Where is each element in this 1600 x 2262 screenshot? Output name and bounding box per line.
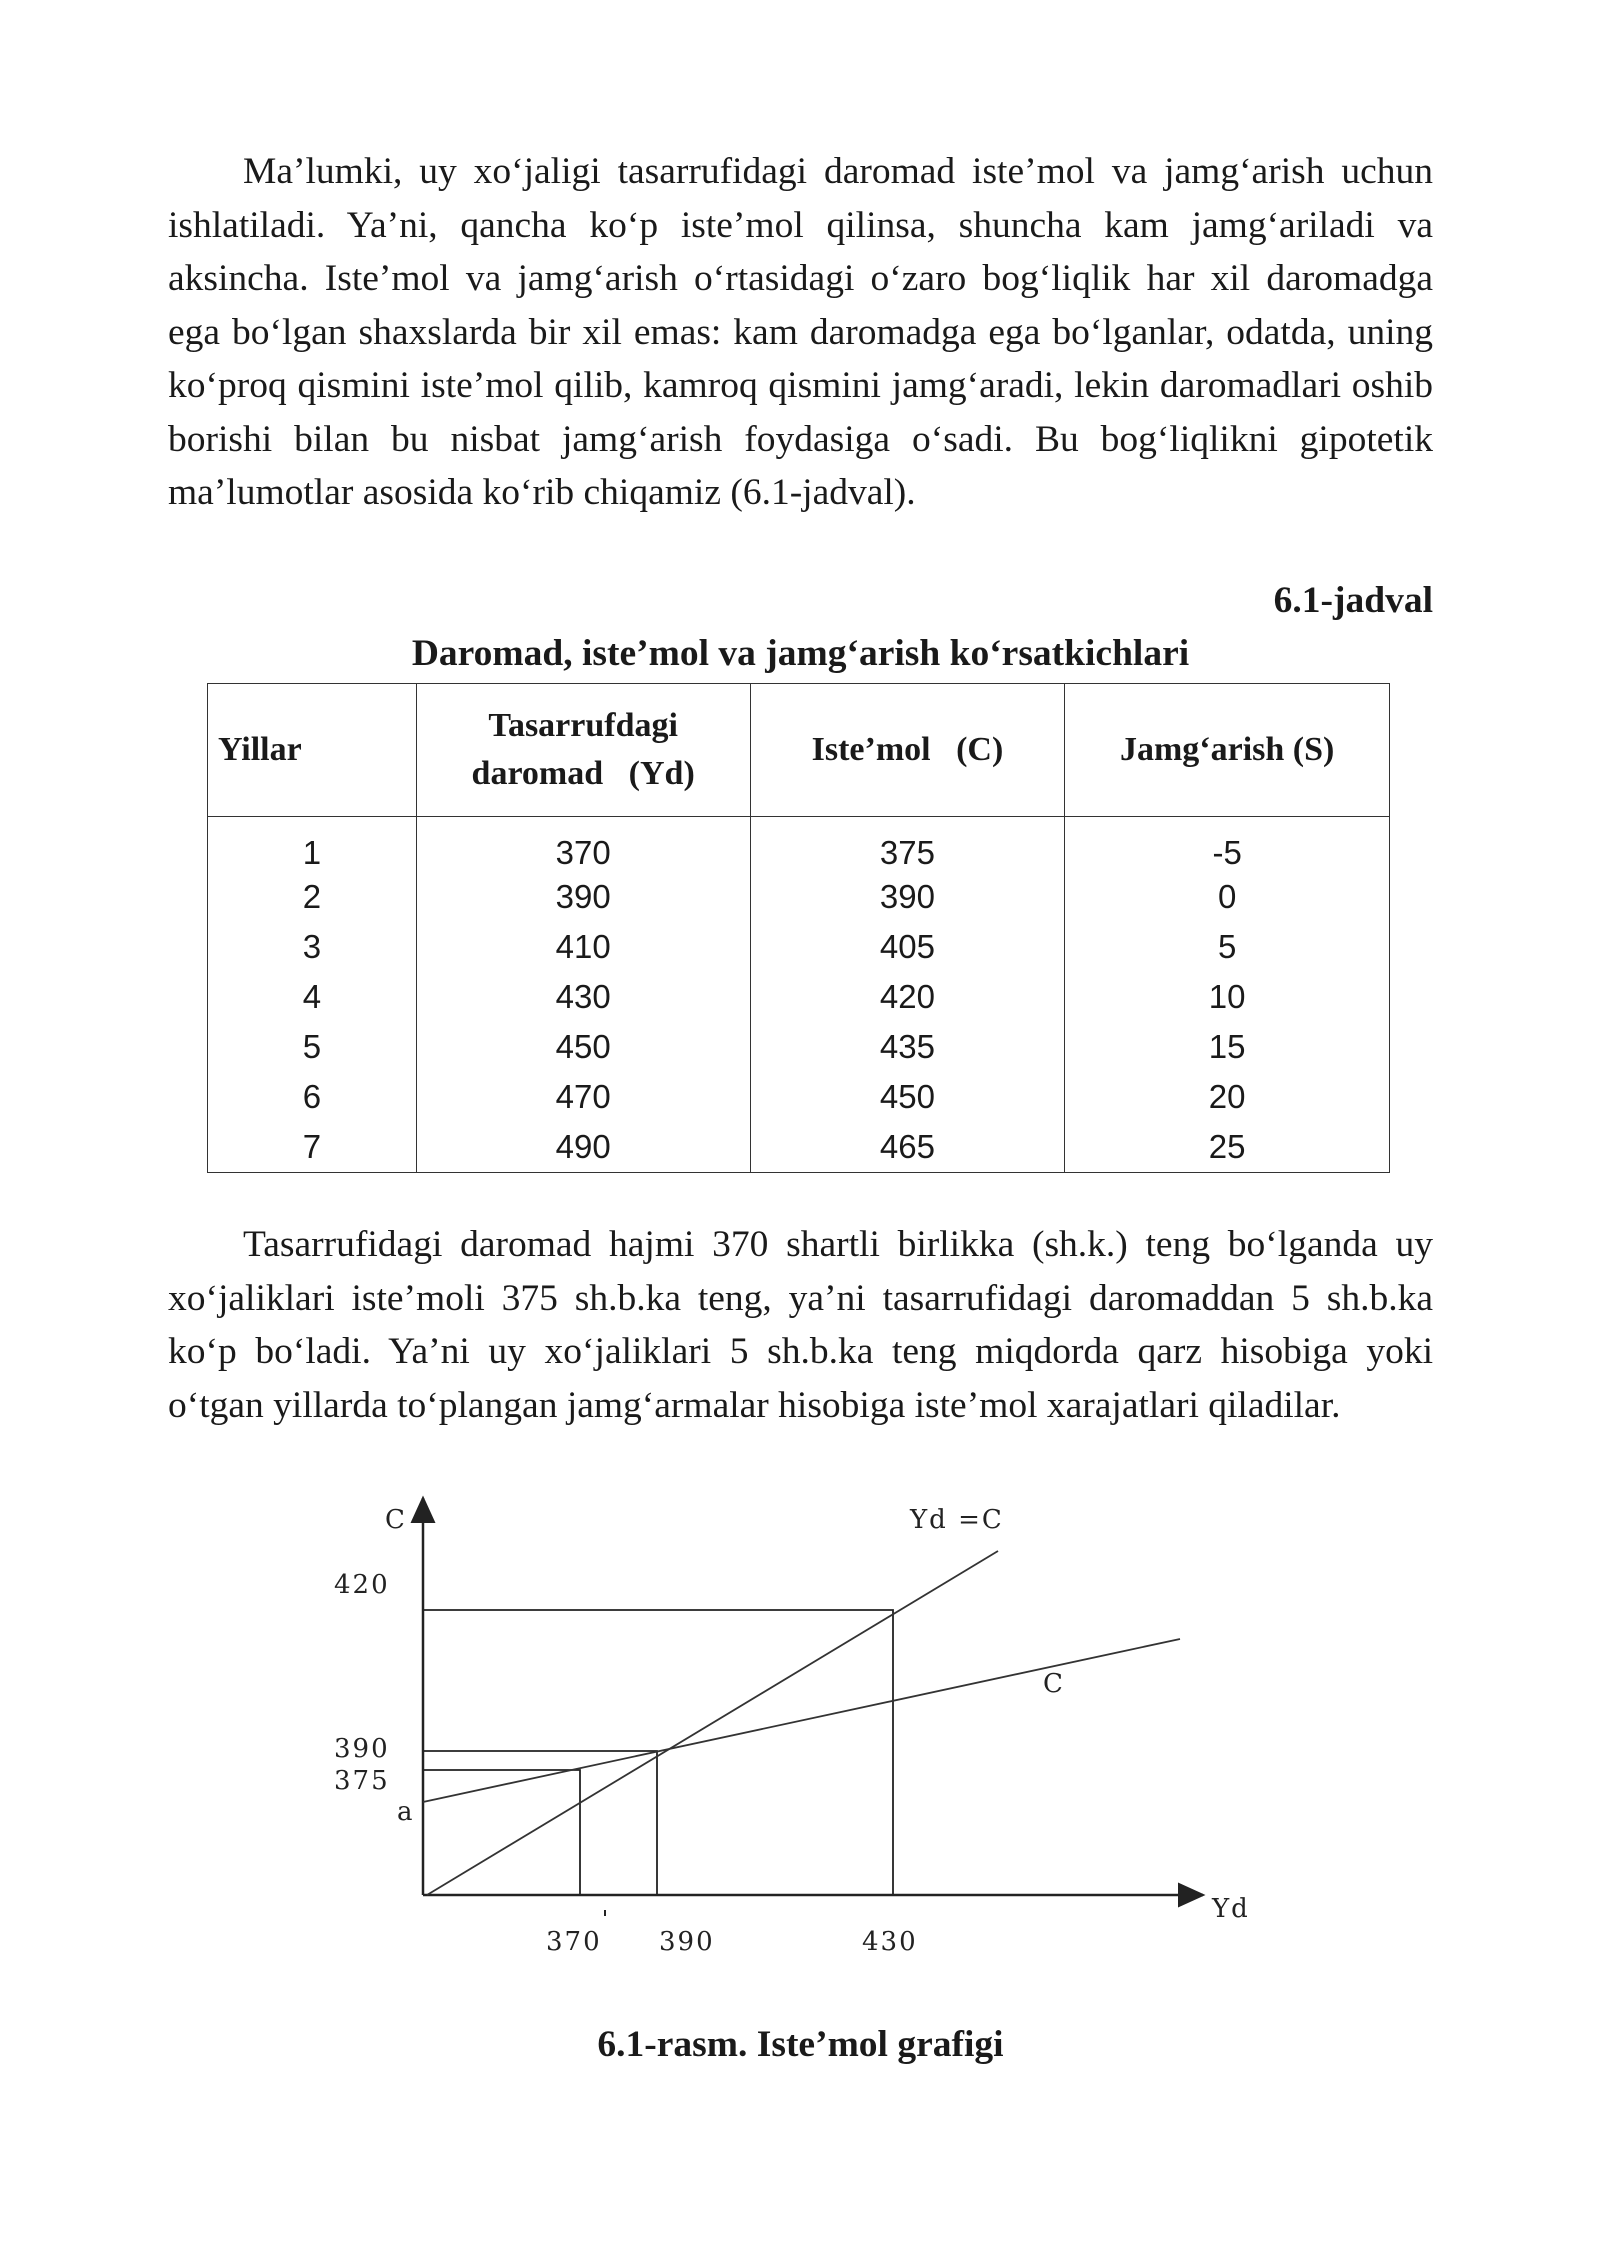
cell-income: 470 xyxy=(416,1072,750,1122)
y-tick-label: 420 xyxy=(334,1570,390,1600)
cell-saving: 0 xyxy=(1065,872,1390,922)
cell-saving: -5 xyxy=(1065,817,1390,872)
cell-income: 430 xyxy=(416,972,750,1022)
y-tick-label: 390 xyxy=(334,1734,390,1764)
cell-year: 3 xyxy=(208,922,417,972)
header-yillar: Yillar xyxy=(208,684,417,817)
cell-income: 490 xyxy=(416,1122,750,1173)
cell-saving: 25 xyxy=(1065,1122,1390,1173)
cell-saving: 5 xyxy=(1065,922,1390,972)
intercept-label: a xyxy=(397,1797,415,1827)
cell-consumption: 465 xyxy=(750,1122,1065,1173)
cell-consumption: 390 xyxy=(750,872,1065,922)
cell-saving: 20 xyxy=(1065,1072,1390,1122)
cell-consumption: 405 xyxy=(750,922,1065,972)
cell-consumption: 420 xyxy=(750,972,1065,1022)
line-45-degree xyxy=(427,1551,998,1895)
consumption-line xyxy=(423,1639,1180,1802)
guide-390 xyxy=(423,1751,657,1895)
cell-income: 450 xyxy=(416,1022,750,1072)
header-istemol: Iste’mol (C) xyxy=(750,684,1065,817)
table-title: Daromad, iste’mol va jamg‘arish ko‘rsatkichlari xyxy=(411,633,1190,674)
cell-income: 410 xyxy=(416,922,750,972)
x-tick-label: 390 xyxy=(659,1927,715,1957)
guide-420 xyxy=(423,1610,893,1895)
header-daromad-text: Tasarrufdagi daromad (Yd) xyxy=(471,707,695,792)
cell-income: 390 xyxy=(416,872,750,922)
cell-year: 4 xyxy=(208,972,417,1022)
cell-year: 7 xyxy=(208,1122,417,1173)
cell-year: 1 xyxy=(208,817,417,872)
cell-year: 6 xyxy=(208,1072,417,1122)
line-45-label: Yd =C xyxy=(910,1505,1004,1535)
cell-year: 5 xyxy=(208,1022,417,1072)
cell-consumption: 375 xyxy=(750,817,1065,872)
cell-year: 2 xyxy=(208,872,417,922)
header-jamgarish: Jamg‘arish (S) xyxy=(1065,684,1390,817)
cell-consumption: 450 xyxy=(750,1072,1065,1122)
consumption-line-label: C xyxy=(1043,1669,1065,1699)
intro-paragraph-text: Ma’lumki, uy xo‘jaligi tasarrufidagi daromad iste’mol va jamg‘arish uchun ishlatiladi. Ya’ni, qancha ko‘p iste’mol qilinsa, shuncha kam jamg‘ariladi va aksincha. Iste’mol va jamg‘arish o‘rtasidagi o‘zaro bog‘liqlik har xil daromadga ega bo‘lgan shaxslarda bir xil emas: kam daromadga ega bo‘lganlar, odatda, uning ko‘proq qismini iste’mol qilib, kamroq qismini jamg‘aradi, lekin daromadlari oshib borishi bilan bu nisbat jamg‘arish foydasiga o‘sadi. Bu bog‘liqlikni gipotetik ma’lumotlar asosida ko‘rib chiqamiz (6.1-jadval). xyxy=(168,151,1433,513)
table-label: 6.1-jadval xyxy=(1273,580,1433,621)
cell-consumption: 435 xyxy=(750,1022,1065,1072)
figure-caption: 6.1-rasm. Iste’mol grafigi xyxy=(597,2024,1004,2065)
explanation-paragraph-text: Tasarrufidagi daromad hajmi 370 shartli birlikka (sh.k.) teng bo‘lganda uy xo‘jaliklari iste’moli 375 sh.b.ka teng, ya’ni tasarrufidagi daromaddan 5 sh.b.ka ko‘p bo‘ladi. Ya’ni uy xo‘jaliklari 5 sh.b.ka teng miqdorda qarz hisobiga yoki o‘tgan yillarda to‘plangan jamg‘armalar hisobiga iste’mol xarajatlari qiladilar. xyxy=(168,1224,1433,1426)
cell-saving: 10 xyxy=(1065,972,1390,1022)
cell-income: 370 xyxy=(416,817,750,872)
guide-375 xyxy=(423,1770,580,1895)
y-tick-label: 375 xyxy=(334,1766,390,1796)
x-axis-label: Yd xyxy=(1212,1894,1250,1924)
y-axis-label: C xyxy=(385,1505,407,1535)
x-tick-label: 370 xyxy=(546,1927,602,1957)
cell-saving: 15 xyxy=(1065,1022,1390,1072)
x-tick-label: 430 xyxy=(862,1927,918,1957)
